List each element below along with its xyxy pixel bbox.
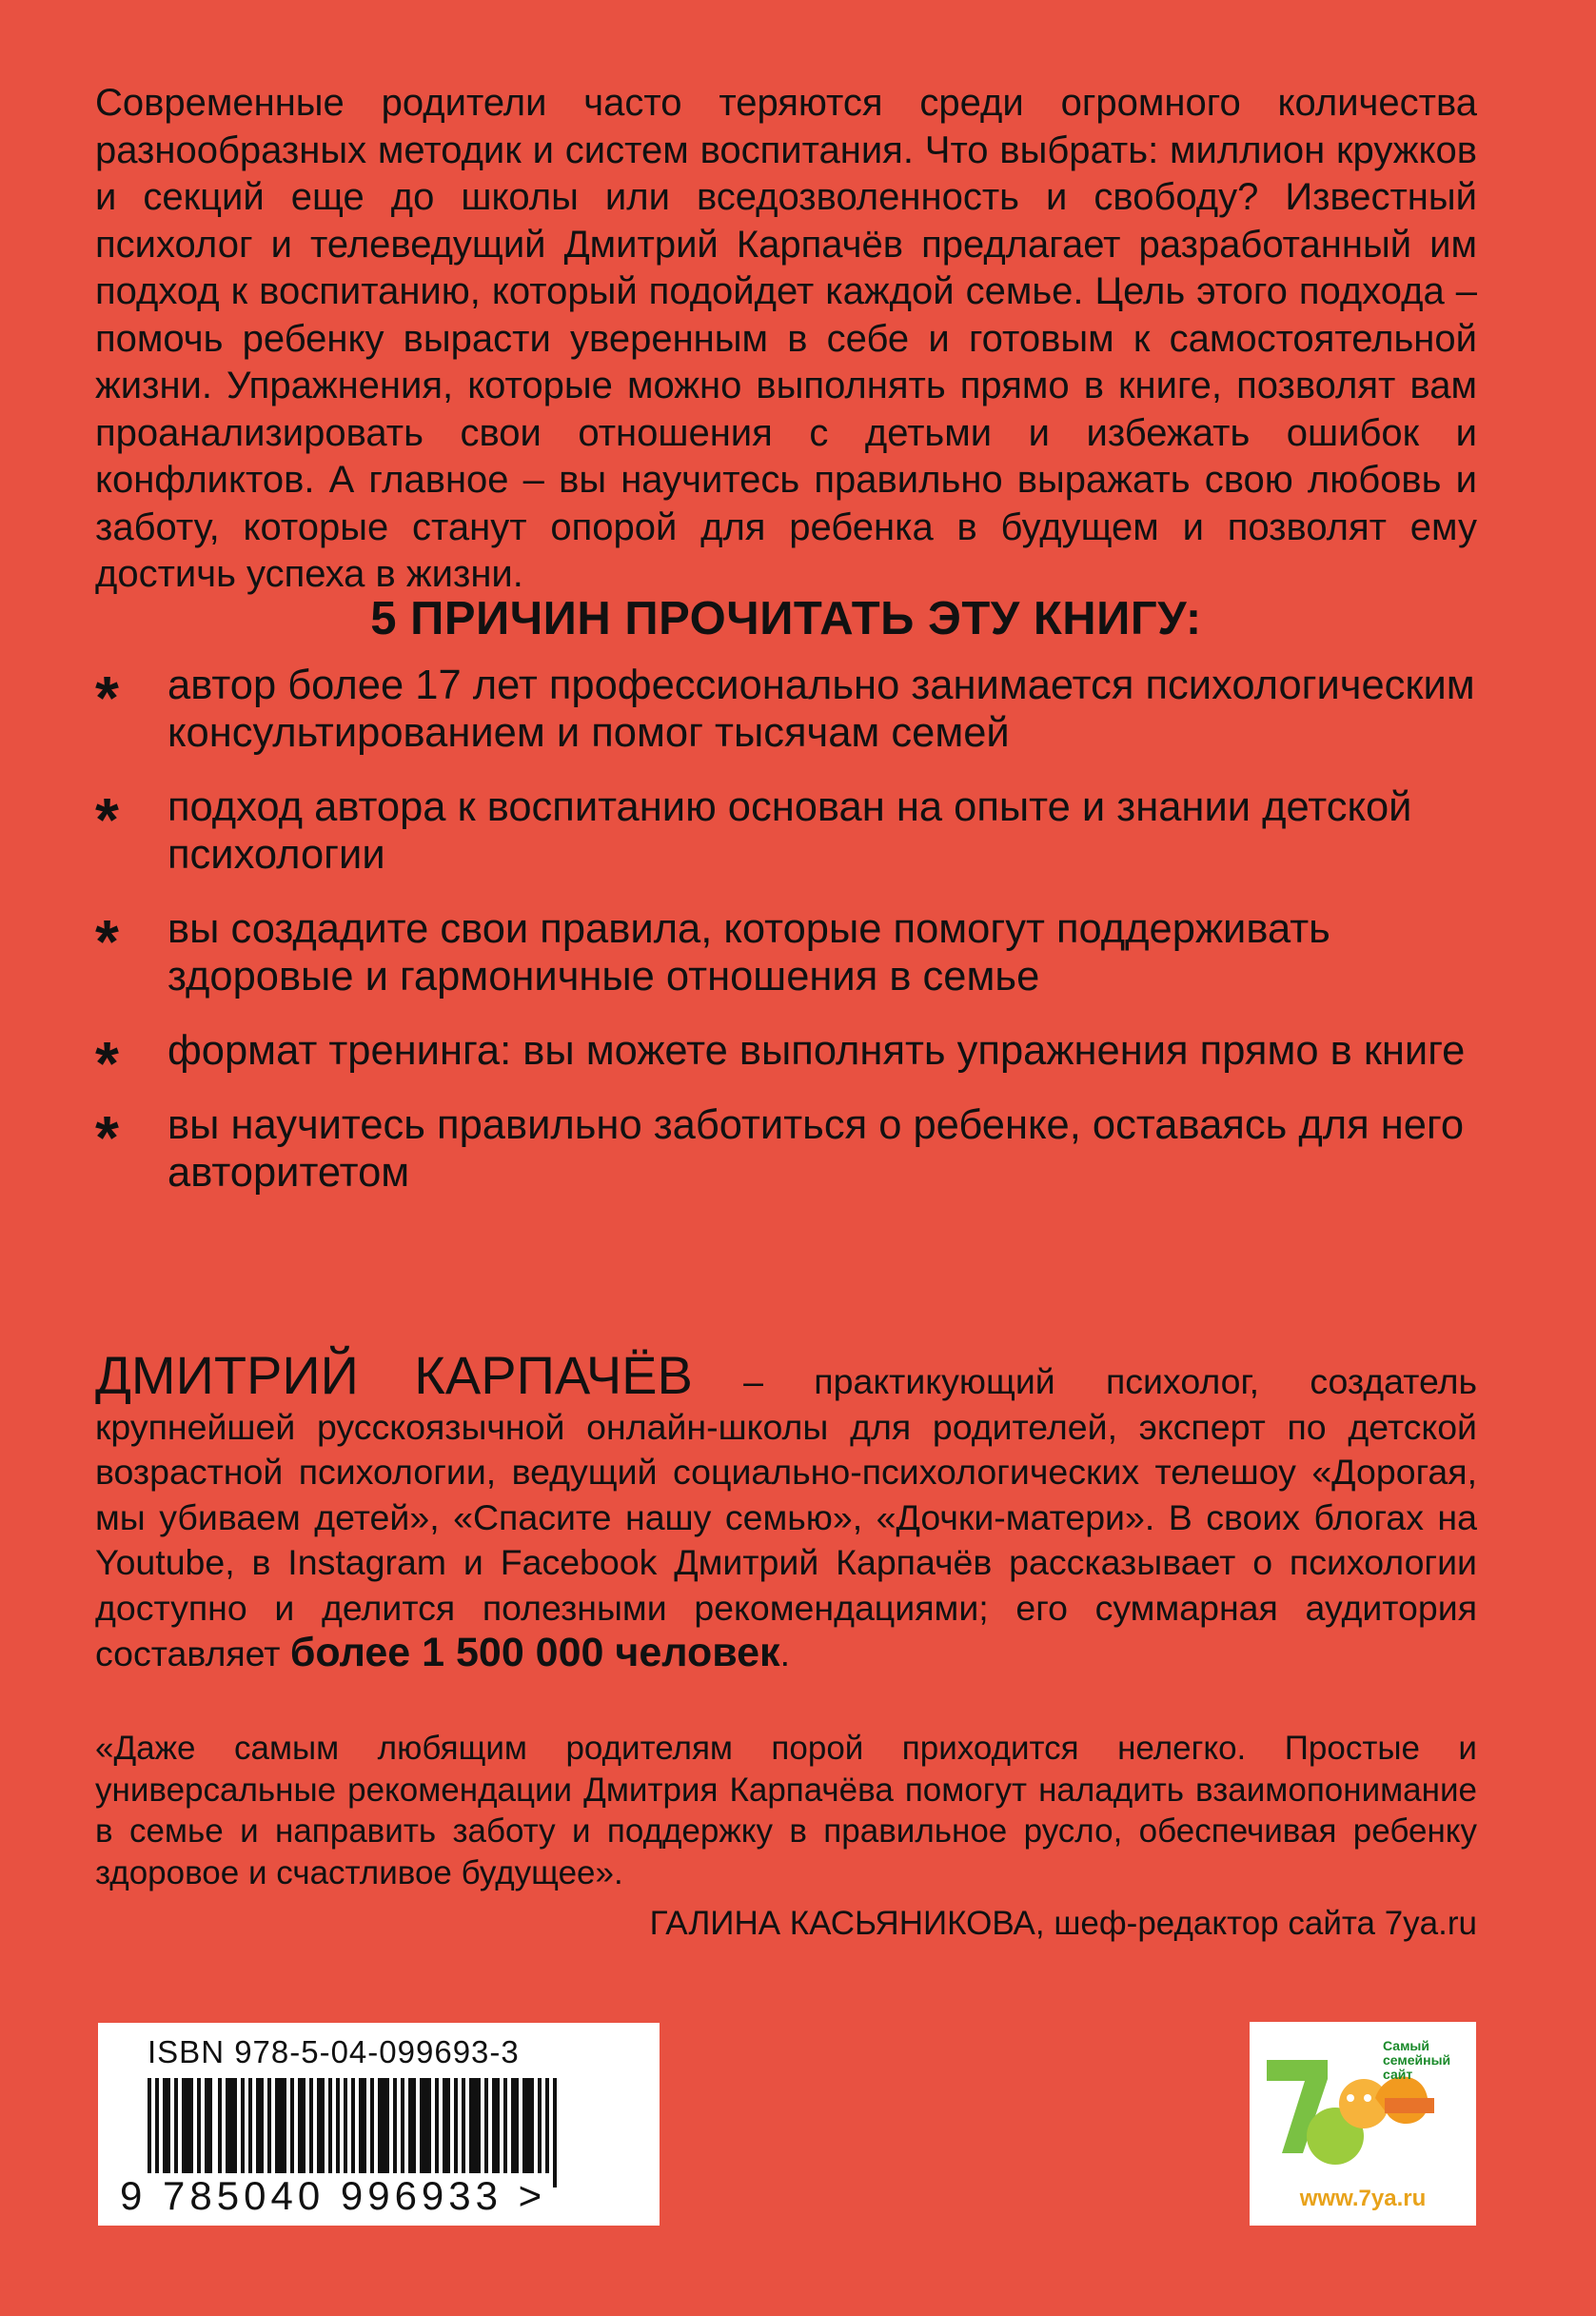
reason-text: подход автора к воспитанию основан на опыте и знании детской психологии xyxy=(167,784,1412,878)
reason-text: вы научитесь правильно заботиться о ребенке, оставаясь для него авторитетом xyxy=(167,1102,1465,1196)
audience-count: более 1 500 000 человек xyxy=(289,1630,780,1675)
list-item xyxy=(95,662,1485,757)
partner-url[interactable]: www.7ya.ru xyxy=(1299,2186,1427,2211)
reason-text: формат тренинга: вы можете выполнять упражнения прямо в книге xyxy=(167,1028,1466,1074)
author-bio xyxy=(95,1345,1477,1677)
reason-text: вы создадите свои правила, которые помогут поддерживать здоровые и гармоничные отношения в семье xyxy=(167,906,1330,1000)
partner-tagline: Самый семейный сайт xyxy=(1383,2038,1451,2082)
intro-paragraph: Современные родители часто теряются среди огромного количества разнообразных методик и систем воспитания. Что выбрать: миллион кружков и секций еще до школы или вседозволенность и свободу? Известный психолог и телеведущий Дмитрий Карпачёв предлагает разработанный им подход к воспитанию, который подойдет каждой семье. Цель этого подхода – помочь ребенку вырасти уверенным в себе и готовым к самостоятельной жизни. Упражнения, которые можно выполнять прямо в книге, позволят вам проанализировать свои отношения с детьми и избежать ошибок и конфликтов. А главное – вы научитесь правильно выражать свою любовь и заботу, которые станут опорой для ребенка в будущем и позволят ему достичь успеха в жизни. xyxy=(95,82,1477,595)
publisher-logo-icon xyxy=(568,2071,635,2159)
barcode-icon xyxy=(148,2078,595,2187)
author-bio-text: – практикующий психолог, создатель крупнейшей русскоязычной онлайн-школы для родителей, эксперт по детской возрастной психологии, ведущий социально-психологических телешоу «Дорогая, мы убиваем детей», «Спасите нашу семью», «Дочки-матери». В своих блогах на Youtube, в Instagram и Facebook Дмитрий Карпачёв рассказывает о психологии доступно и делится полезными рекомендациями; его суммарная аудитория составляет xyxy=(95,1361,1477,1673)
author-bio-end: . xyxy=(779,1633,790,1673)
list-item xyxy=(95,905,1485,1000)
isbn-digits-text: 9 785040 996933 > xyxy=(117,2173,549,2218)
asterisk-bullet-icon: * xyxy=(95,663,119,732)
review-quote: «Даже самым любящим родителям порой приходится нелегко. Простые и универсальные рекомендации Дмитрия Карпачёва помогут наладить взаимопонимание в семье и направить заботу и поддержку в правильное русло, обеспечивая ребенку здоровое и счастливое будущее». xyxy=(95,1730,1477,1891)
partner-logo-block xyxy=(1250,2022,1476,2226)
list-item xyxy=(95,1101,1485,1197)
list-item xyxy=(95,783,1485,879)
author-name: ДМИТРИЙ КАРПАЧЁВ xyxy=(95,1345,693,1405)
asterisk-bullet-icon: * xyxy=(95,1103,119,1172)
isbn-digits xyxy=(117,2173,650,2219)
asterisk-bullet-icon: * xyxy=(95,907,119,976)
reasons-title: 5 ПРИЧИН ПРОЧИТАТЬ ЭТУ КНИГУ: xyxy=(370,593,1202,644)
list-item xyxy=(95,1027,1485,1098)
asterisk-bullet-icon: * xyxy=(95,785,119,854)
reasons-list xyxy=(95,662,1485,1223)
isbn-label: ISBN 978-5-04-099693-3 xyxy=(148,2034,520,2069)
reason-text: автор более 17 лет профессионально занимается психологическим консультированием и помог тысячам семей xyxy=(167,663,1475,756)
asterisk-bullet-icon: * xyxy=(95,1029,119,1098)
review-signature: ГАЛИНА КАСЬЯНИКОВА, шеф-редактор сайта 7ya.ru xyxy=(649,1905,1477,1942)
